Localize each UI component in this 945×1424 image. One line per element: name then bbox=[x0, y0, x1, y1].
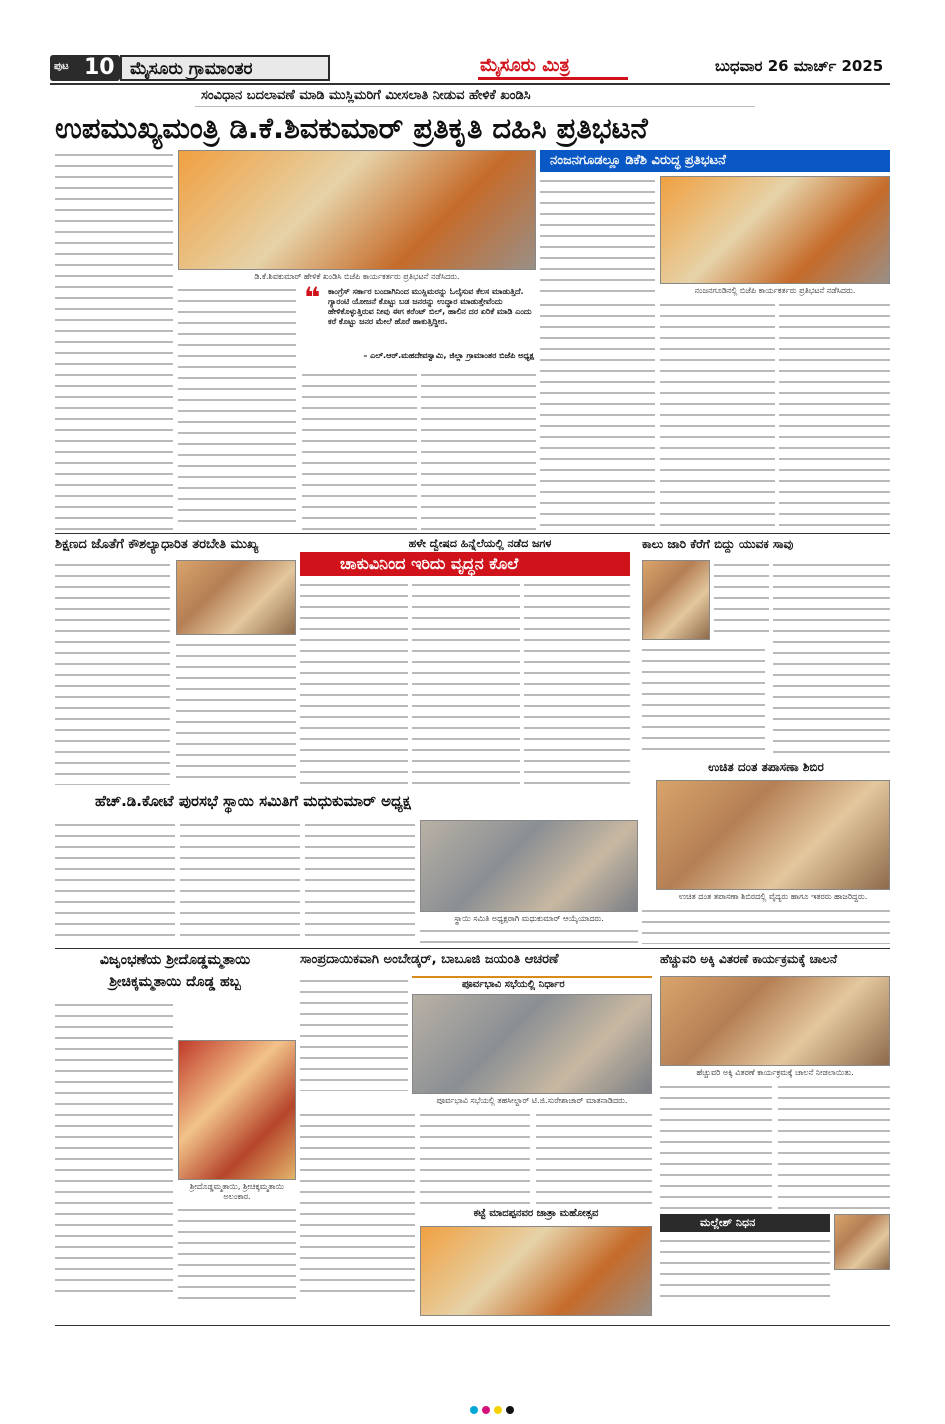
side-story-body-col4 bbox=[779, 300, 890, 530]
lead-body-col3 bbox=[302, 370, 417, 530]
dental-headline: ಉಚಿತ ದಂತ ತಪಾಸಣಾ ಶಿಬಿರ bbox=[708, 760, 824, 774]
skill-body-col2 bbox=[176, 640, 296, 785]
lead-body-col2 bbox=[178, 285, 296, 530]
lead-quote-text: ಕಾಂಗ್ರೆಸ್ ಸರ್ಕಾರ ಬಂದಾಗಿನಿಂದ ಮುಸ್ಲಿಮರನ್ನು ಓಲೈಸುವ ಕೆಲಸ ಮಾಡುತ್ತಿದೆ. ಗ್ಯಾರಂಟಿ ಯೋಜನೆ ಕೊಟ್ಟು ಬಡ ಜನರನ್ನು ಉದ್ಧಾರ ಮಾಡುತ್ತೇವೆಂದು ಹೇಳಿಕೊಳ್ಳುತ್ತಿರುವ ನೀವು ಈಗ ಕರೆಂಟ್ ಬಿಲ್, ಹಾಲಿನ ದರ ಏರಿಕೆ ಮಾಡಿ ಎಂದು ಕರೆ ಕೊಟ್ಟು ಜನರ ಮೇಲೆ ಹೊರೆ ಹಾಕುತ್ತಿದ್ದೀರ. bbox=[328, 287, 532, 326]
festival-headline-line2: ಶ್ರೀಚಿಕ್ಕಮ್ಮತಾಯಿ ದೊಡ್ಡ ಹಬ್ಬ bbox=[109, 974, 241, 990]
festival-headline-line1: ವಿಜೃಂಭಣೆಯ ಶ್ರೀದೊಡ್ಡಮ್ಮತಾಯಿ bbox=[99, 952, 251, 968]
paper-name: ಮೈಸೂರು ಮಿತ್ರ bbox=[480, 55, 570, 76]
masthead-rule bbox=[50, 83, 890, 85]
obituary-photo bbox=[834, 1214, 890, 1270]
skill-headline: ಶಿಕ್ಷಣದ ಜೊತೆಗೆ ಕೌಶಲ್ಯಾಧಾರಿತ ತರಬೇತಿ ಮುಖ್ಯ bbox=[55, 537, 259, 552]
well-body-col3 bbox=[773, 560, 890, 755]
section-label-text: ಮೈಸೂರು ಗ್ರಾಮಾಂತರ bbox=[130, 59, 253, 79]
obituary-body bbox=[660, 1236, 830, 1300]
lead-kicker: ಸಂವಿಧಾನ ಬದಲಾವಣೆ ಮಾಡಿ ಮುಸ್ಲಿಮರಿಗೆ ಮೀಸಲಾತಿ ನೀಡುವ ಹೇಳಿಕೆ ಖಂಡಿಸಿ bbox=[201, 88, 531, 103]
rule-row2 bbox=[55, 948, 890, 949]
rice-body-col2 bbox=[778, 1082, 890, 1212]
obituary-headline: ಮಲ್ಲೇಶ್ ನಿಧನ bbox=[700, 1216, 756, 1229]
jatra-photo bbox=[420, 1226, 652, 1316]
hdkote-body-col2 bbox=[180, 820, 300, 945]
well-body-col2 bbox=[642, 645, 765, 755]
murder-body-col2 bbox=[412, 580, 520, 785]
dental-photo bbox=[656, 780, 890, 890]
skill-photo bbox=[176, 560, 296, 635]
registration-mark-yellow bbox=[494, 1406, 502, 1414]
issue-date: ಬುಧವಾರ 26 ಮಾರ್ಚ್ 2025 bbox=[715, 57, 884, 75]
well-headline: ಕಾಲು ಜಾರಿ ಕೆರೆಗೆ ಬಿದ್ದು ಯುವಕ ಸಾವು bbox=[642, 537, 794, 551]
murder-headline: ಚಾಕುವಿನಿಂದ ಇರಿದು ವೃದ್ಧನ ಕೊಲೆ bbox=[340, 554, 519, 573]
jayanthi-body-col1 bbox=[300, 976, 408, 1091]
obituary-header bbox=[660, 1214, 830, 1232]
jatra-title: ಕಟ್ಟೆ ಮಾದಪ್ಪನವರ ಜಾತ್ರಾ ಮಹೋತ್ಸವ bbox=[473, 1208, 599, 1219]
registration-mark-cyan bbox=[470, 1406, 478, 1414]
side-story-photo-caption: ನಂಜನಗೂಡಿನಲ್ಲಿ ಬಿಜೆಪಿ ಕಾರ್ಯಕರ್ತರು ಪ್ರತಿಭಟನೆ ನಡೆಸಿದರು. bbox=[694, 286, 856, 295]
lead-photo-caption: ಡಿ.ಕೆ.ಶಿವಕುಮಾರ್ ಹೇಳಿಕೆ ಖಂಡಿಸಿ ಬಿಜೆಪಿ ಕಾರ್ಯಕರ್ತರು ಪ್ರತಿಭಟನೆ ನಡೆಸಿದರು. bbox=[254, 272, 460, 281]
lead-photo bbox=[178, 150, 536, 270]
hdkote-body-col4 bbox=[420, 926, 638, 945]
masthead bbox=[50, 55, 890, 81]
murder-body-col1 bbox=[300, 580, 408, 785]
jayanthi-photo bbox=[412, 994, 652, 1094]
hdkote-photo-caption: ಸ್ಥಾಯಿ ಸಮಿತಿ ಅಧ್ಯಕ್ಷರಾಗಿ ಮಧುಕುಮಾರ್ ಆಯ್ಕೆಯಾದರು. bbox=[454, 914, 604, 923]
page-number: 10 bbox=[84, 55, 115, 80]
well-body-col1 bbox=[714, 560, 769, 640]
side-story-header bbox=[540, 150, 890, 172]
side-story-headline: ನಂಜನಗೂಡಲ್ಲೂ ಡಿಕೆಶಿ ವಿರುದ್ಧ ಪ್ರತಿಭಟನೆ bbox=[550, 153, 726, 168]
hdkote-headline: ಹೆಚ್.ಡಿ.ಕೋಟೆ ಪುರಸಭೆ ಸ್ಥಾಯಿ ಸಮಿತಿಗೆ ಮಧುಕುಮಾರ್ ಅಧ್ಯಕ್ಷ bbox=[95, 792, 411, 810]
jayanthi-subhead-box bbox=[412, 976, 652, 992]
registration-mark-magenta bbox=[482, 1406, 490, 1414]
rice-photo-caption: ಹೆಚ್ಚುವರಿ ಅಕ್ಕಿ ವಿತರಣೆ ಕಾರ್ಯಕ್ರಮಕ್ಕೆ ಚಾಲನೆ ನೀಡಲಾಯಿತು. bbox=[696, 1068, 854, 1077]
hdkote-body-col1 bbox=[55, 820, 175, 945]
paper-name-underline bbox=[478, 77, 628, 80]
dental-body bbox=[642, 906, 890, 944]
lead-headline: ಉಪಮುಖ್ಯಮಂತ್ರಿ ಡಿ.ಕೆ.ಶಿವಕುಮಾರ್ ಪ್ರತಿಕೃತಿ ದಹಿಸಿ ಪ್ರತಿಭಟನೆ bbox=[55, 111, 648, 145]
quote-mark-icon: ❝ bbox=[304, 281, 321, 314]
murder-body-col3 bbox=[524, 580, 630, 785]
jayanthi-body-col2 bbox=[300, 1110, 415, 1300]
side-story-photo bbox=[660, 176, 890, 284]
lead-kicker-bar bbox=[195, 87, 755, 107]
well-victim-photo bbox=[642, 560, 710, 640]
lead-body-col4 bbox=[421, 370, 536, 530]
side-story-body-col2 bbox=[540, 300, 655, 530]
festival-photo-caption: ಶ್ರೀದೊಡ್ಡಮ್ಮತಾಯಿ, ಶ್ರೀಚಿಕ್ಕಮ್ಮತಾಯಿ ಅಲಂಕಾರ. bbox=[189, 1182, 285, 1201]
dental-photo-caption: ಉಚಿತ ದಂತ ತಪಾಸಣಾ ಶಿಬಿರದಲ್ಲಿ ವೈದ್ಯರು ಹಾಗೂ ಇತರರು ಹಾಜರಿದ್ದರು. bbox=[678, 892, 868, 901]
side-story-body-col1 bbox=[540, 176, 655, 296]
jayanthi-subhead: ಪೂರ್ವಭಾವಿ ಸಭೆಯಲ್ಲಿ ನಿರ್ಧಾರ bbox=[462, 979, 565, 990]
lead-quote-attribution: – ಎಲ್.ಆರ್.ಮಹದೇವಸ್ವಾಮಿ, ಜಿಲ್ಲಾ ಗ್ರಾಮಾಂತರ ಬಿಜೆಪಿ ಅಧ್ಯಕ್ಷ bbox=[363, 351, 534, 360]
registration-mark-black bbox=[506, 1406, 514, 1414]
lead-quote-box bbox=[302, 281, 536, 365]
festival-body-col1 bbox=[55, 1000, 173, 1300]
side-story-body-col3 bbox=[660, 300, 775, 530]
rule-row1 bbox=[55, 533, 890, 534]
rice-body-col1 bbox=[660, 1082, 772, 1212]
page-label: ಪುಟ bbox=[54, 61, 69, 72]
jayanthi-body-col3 bbox=[420, 1110, 530, 1205]
murder-kicker: ಹಳೇ ದ್ವೇಷದ ಹಿನ್ನೆಲೆಯಲ್ಲಿ ನಡೆದ ಜಗಳ bbox=[408, 537, 552, 550]
rice-photo bbox=[660, 976, 890, 1066]
paper-name-banner bbox=[470, 55, 650, 81]
skill-body-col1 bbox=[55, 560, 170, 785]
hdkote-body-col3 bbox=[305, 820, 415, 945]
murder-headline-box bbox=[300, 552, 630, 576]
festival-photo bbox=[178, 1040, 296, 1180]
rice-headline: ಹೆಚ್ಚುವರಿ ಅಕ್ಕಿ ವಿತರಣೆ ಕಾರ್ಯಕ್ರಮಕ್ಕೆ ಚಾಲನೆ bbox=[660, 952, 837, 966]
jayanthi-photo-caption: ಪೂರ್ವಭಾವಿ ಸಭೆಯಲ್ಲಿ ತಹಸೀಲ್ದಾರ್ ಟಿ.ಜಿ.ಸುರೇಶಾಚಾರ್ ಮಾತನಾಡಿದರು. bbox=[436, 1096, 628, 1105]
page-bottom-rule bbox=[55, 1325, 890, 1326]
lead-body-col1 bbox=[55, 150, 173, 530]
section-label bbox=[120, 55, 330, 81]
festival-body-col2 bbox=[178, 1205, 296, 1300]
hdkote-photo bbox=[420, 820, 638, 912]
jayanthi-body-col4 bbox=[536, 1110, 652, 1205]
jayanthi-headline: ಸಾಂಪ್ರದಾಯಿಕವಾಗಿ ಅಂಬೇಡ್ಕರ್, ಬಾಬೂಜಿ ಜಯಂತಿ ಆಚರಣೆ bbox=[300, 952, 559, 967]
